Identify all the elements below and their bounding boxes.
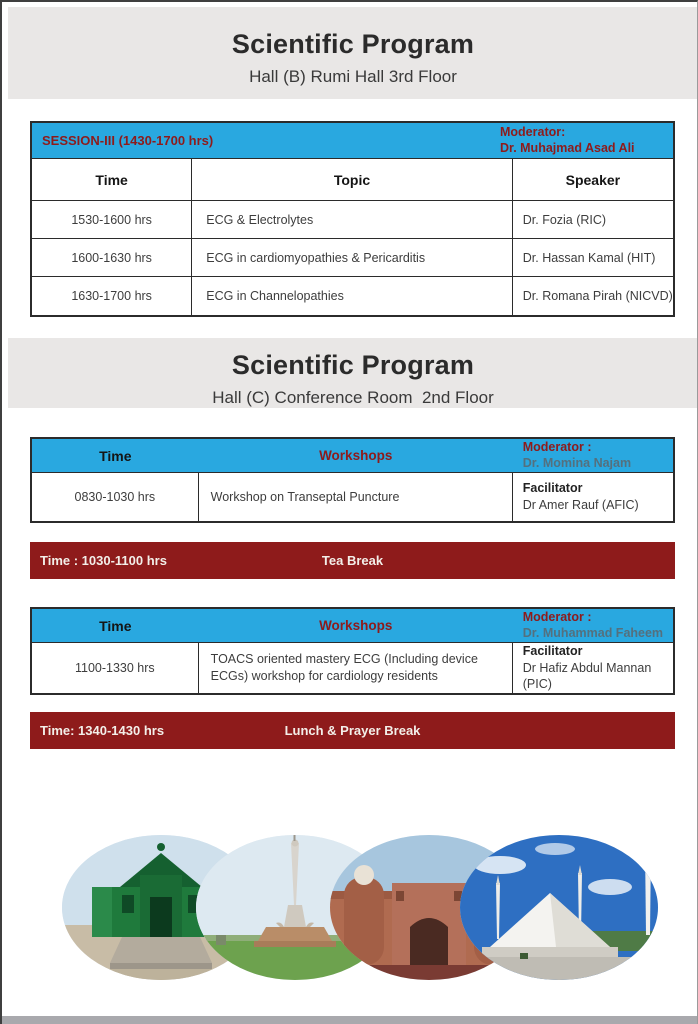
row-facilitator — [513, 637, 673, 700]
row-speaker: Dr. Fozia (RIC) — [522, 212, 607, 227]
col-header-time: Time — [32, 159, 192, 200]
bottom-gray-strip — [2, 1016, 698, 1024]
page-subtitle: Hall (C) Conference Room 2nd Floor — [212, 388, 494, 407]
break-label: Lunch & Prayer Break — [284, 723, 421, 738]
page-title: Scientific Program — [231, 29, 475, 59]
break-time: Time : 1030-1100 hrs — [40, 553, 167, 568]
row-time: 0830-1030 hrs — [32, 473, 199, 521]
break-label: Tea Break — [321, 553, 384, 568]
row-speaker: Dr. Romana Pirah (NICVD) — [522, 289, 673, 303]
mosque-illustration — [460, 835, 658, 980]
row-topic: ECG in Channelopathies — [192, 277, 513, 315]
moderator-name: Dr. Muhammad Faheem — [522, 625, 664, 640]
row-topic: ECG & Electrolytes — [192, 201, 513, 238]
moderator-label: Moderator: — [500, 124, 566, 139]
lunch-break-bar — [30, 712, 675, 749]
table-row — [32, 239, 673, 277]
table-row — [32, 201, 673, 239]
col-header-time: Time — [99, 617, 132, 634]
moderator-label: Moderator : — [522, 439, 592, 454]
session-label: SESSION-III (1430-1700 hrs) — [42, 133, 214, 148]
page-title: Scientific Program — [231, 350, 475, 380]
moderator-name: Dr. Momina Najam — [522, 455, 632, 470]
col-header-time: Time — [99, 447, 132, 464]
moderator-name: Dr. Muhajmad Asad Ali — [500, 140, 635, 155]
header-hall-c — [8, 338, 698, 408]
header-hall-b — [8, 7, 698, 99]
row-workshop: Workshop on Transeptal Puncture — [199, 473, 513, 521]
row-time: 1530-1600 hrs — [32, 201, 192, 238]
col-header-speaker: Speaker — [565, 171, 621, 188]
break-time: Time: 1340-1430 hrs — [40, 723, 165, 738]
workshop-table-midday — [30, 607, 675, 695]
facilitator-name: Dr Hafiz Abdul Mannan (PIC) — [522, 660, 652, 692]
row-topic: ECG in cardiomyopathies & Pericarditis — [192, 239, 513, 276]
col-header-topic: Topic — [192, 159, 513, 200]
tea-break-bar — [30, 542, 675, 579]
facilitator-name: Dr Amer Rauf (AFIC) — [522, 498, 639, 512]
session-table — [30, 121, 675, 317]
landmark-photo-strip — [2, 835, 698, 980]
col-header-workshops: Workshops — [319, 618, 393, 633]
col-header-workshops: Workshops — [319, 448, 393, 463]
workshop-moderator — [513, 440, 673, 471]
row-facilitator — [513, 474, 673, 520]
page-subtitle: Hall (B) Rumi Hall 3rd Floor — [249, 67, 457, 86]
facilitator-label: Facilitator — [522, 643, 583, 658]
row-workshop: TOACS oriented mastery ECG (Including device ECGs) workshop for cardiology residents — [199, 643, 513, 693]
moderator-label: Moderator : — [522, 609, 592, 624]
session-header-row — [32, 123, 673, 159]
workshop-header-row — [32, 439, 673, 473]
table-row — [32, 473, 673, 521]
row-speaker: Dr. Hassan Kamal (HIT) — [522, 250, 656, 265]
row-time: 1600-1630 hrs — [32, 239, 192, 276]
facilitator-label: Facilitator — [522, 481, 583, 496]
workshop-table-morning — [30, 437, 675, 523]
faisal-mosque-photo — [460, 835, 658, 980]
row-time: 1100-1330 hrs — [32, 643, 199, 693]
table-row — [32, 643, 673, 693]
table-row — [32, 277, 673, 315]
row-time: 1630-1700 hrs — [32, 277, 192, 315]
column-header-row — [32, 159, 673, 201]
session-moderator — [500, 125, 663, 156]
